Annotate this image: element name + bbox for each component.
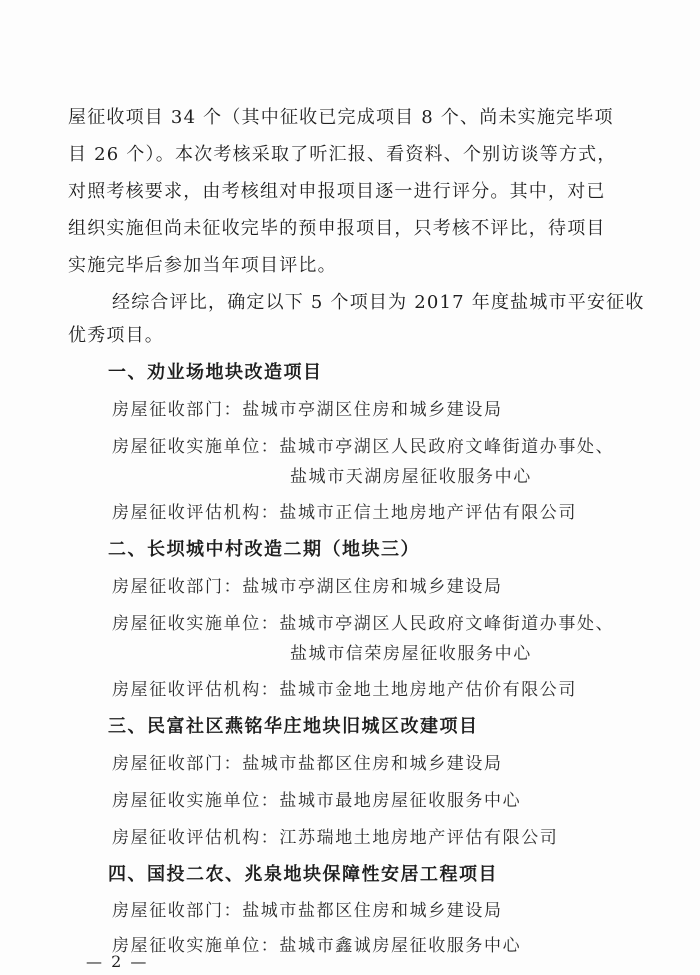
project-appraisal: 房屋征收评估机构：盐城市正信土地房地产评估有限公司 bbox=[112, 503, 577, 523]
body-line: 实施完毕后参加当年项目评比。 bbox=[68, 255, 337, 276]
page-number: — 2 — bbox=[86, 952, 149, 971]
project-title: 三、民富社区燕铭华庄地块旧城区改建项目 bbox=[108, 716, 479, 737]
project-impl-cont: 盐城市天湖房屋征收服务中心 bbox=[290, 467, 532, 487]
project-dept: 房屋征收部门：盐城市盐都区住房和城乡建设局 bbox=[112, 754, 503, 774]
project-title: 一、劝业场地块改造项目 bbox=[108, 362, 323, 383]
project-impl: 房屋征收实施单位：盐城市亭湖区人民政府文峰街道办事处、 bbox=[112, 437, 615, 457]
summary-line: 优秀项目。 bbox=[68, 325, 164, 346]
project-dept: 房屋征收部门：盐城市亭湖区住房和城乡建设局 bbox=[112, 400, 503, 420]
body-line: 屋征收项目 34 个（其中征收已完成项目 8 个、尚未实施完毕项 bbox=[68, 107, 614, 128]
project-impl-cont: 盐城市信荣房屋征收服务中心 bbox=[290, 644, 532, 664]
project-appraisal: 房屋征收评估机构：江苏瑞地土地房地产评估有限公司 bbox=[112, 828, 559, 848]
project-appraisal: 房屋征收评估机构：盐城市金地土地房地产估价有限公司 bbox=[112, 680, 577, 700]
project-impl: 房屋征收实施单位：盐城市鑫诚房屋征收服务中心 bbox=[112, 936, 522, 956]
project-dept: 房屋征收部门：盐城市亭湖区住房和城乡建设局 bbox=[112, 577, 503, 597]
project-title: 二、长坝城中村改造二期（地块三） bbox=[108, 539, 420, 560]
body-line: 对照考核要求，由考核组对申报项目逐一进行评分。其中，对已 bbox=[68, 181, 606, 202]
body-line: 目 26 个）。本次考核采取了听汇报、看资料、个别访谈等方式， bbox=[68, 144, 617, 165]
body-line: 组织实施但尚未征收完毕的预申报项目，只考核不评比，待项目 bbox=[68, 218, 606, 239]
project-impl: 房屋征收实施单位：盐城市最地房屋征收服务中心 bbox=[112, 791, 522, 811]
project-impl: 房屋征收实施单位：盐城市亭湖区人民政府文峰街道办事处、 bbox=[112, 614, 615, 634]
project-dept: 房屋征收部门：盐城市盐都区住房和城乡建设局 bbox=[112, 901, 503, 921]
summary-line: 经综合评比，确定以下 5 个项目为 2017 年度盐城市平安征收 bbox=[112, 292, 645, 313]
project-title: 四、国投二农、兆泉地块保障性安居工程项目 bbox=[108, 864, 498, 885]
